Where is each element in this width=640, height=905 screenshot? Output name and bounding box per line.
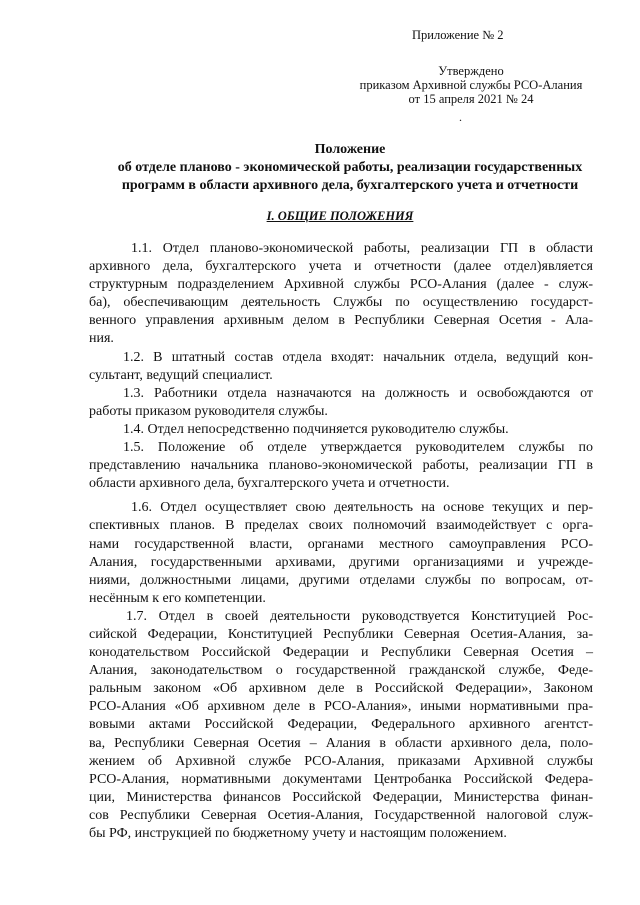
section-heading: I. ОБЩИЕ ПОЛОЖЕНИЯ bbox=[266, 209, 414, 223]
text-line: ции, Министерства финансов Российской Федерации, Министерства финан- bbox=[89, 789, 593, 805]
approval-line: от 15 апреля 2021 № 24 bbox=[408, 92, 534, 106]
title-line: Положение bbox=[314, 142, 386, 157]
text-line: конодательством Российской Федерации и Республики Северная Осетия – bbox=[89, 645, 593, 661]
text-line: ба), обеспечивающим деятельность Службы по осуществлению государст- bbox=[89, 295, 593, 311]
text-line: Алания, законодательством о государственной гражданской службе, Феде- bbox=[89, 663, 593, 679]
text-line: нами государственной власти, органами местного самоуправления РСО- bbox=[89, 536, 593, 552]
text-line: ния. bbox=[89, 331, 114, 347]
appendix-label: Приложение № 2 bbox=[412, 28, 504, 42]
text-line: венного управления архивным делом в Республики Северная Осетия - Ала- bbox=[89, 313, 593, 329]
approval-block bbox=[356, 64, 586, 106]
text-line: 1.6. Отдел осуществляет свою деятельность на основе текущих и пер- bbox=[131, 500, 593, 516]
document-body bbox=[89, 240, 593, 843]
text-line: РСО-Алания, нормативными документами Центробанка Российской Федера- bbox=[89, 771, 593, 787]
text-line: вовыми актами Российской Федерации, Федерального архивного агентст- bbox=[89, 717, 593, 733]
text-line: бы РФ, инструкцией по бюджетному учету и настоящим положением. bbox=[89, 826, 507, 841]
text-line: работы приказом руководителя службы. bbox=[89, 403, 328, 419]
text-line: сов Республики Северная Осетия-Алания, Государственной налоговой служ- bbox=[89, 807, 593, 823]
text-line: ниями, должностными лицами, другими отделами службы по вопросам, от- bbox=[89, 572, 593, 588]
document-title bbox=[60, 141, 640, 195]
text-line: 1.5. Положение об отделе утверждается руководителем службы по bbox=[123, 440, 593, 456]
stray-dot: . bbox=[459, 110, 462, 124]
text-line: 1.1. Отдел планово-экономической работы, реализации ГП в области bbox=[131, 241, 593, 256]
text-line: ва, Республики Северная Осетия – Алания в области архивного дела, поло- bbox=[89, 735, 593, 751]
text-line: архивного дела, бухгалтерского учета и отчетности (далее отдел)является bbox=[89, 259, 593, 275]
text-line: жением об Архивной службе РСО-Алания, приказами Архивной службы bbox=[89, 753, 593, 769]
text-line: Алания, государственными архивами, другими организациями и учрежде- bbox=[89, 554, 593, 570]
text-line: ральным законом «Об архивном деле в Российской Федерации», Законом bbox=[89, 681, 593, 697]
text-line: представлению начальника планово-экономической работы, реализации ГП в bbox=[89, 458, 593, 474]
text-line: сийской Федерации, Конституцией Республики Северная Осетия-Алания, за- bbox=[89, 626, 593, 642]
title-line: программ в области архивного дела, бухгалтерского учета и отчетности bbox=[121, 178, 579, 193]
text-line: области архивного дела, бухгалтерского учета и отчетности. bbox=[89, 476, 450, 492]
text-line: 1.7. Отдел в своей деятельности руководствуется Конституцией Рос- bbox=[126, 608, 593, 624]
approval-line: приказом Архивной службы РСО-Алания bbox=[359, 78, 583, 92]
text-line: несённым к его компетенции. bbox=[89, 590, 266, 606]
text-line: 1.4. Отдел непосредственно подчиняется руководителю службы. bbox=[123, 421, 509, 437]
title-line: об отделе планово - экономической работы, реализации государственных bbox=[117, 160, 583, 175]
text-line: 1.3. Работники отдела назначаются на должность и освобождаются от bbox=[123, 385, 593, 401]
text-line: структурным подразделением Архивной службы РСО-Алания (далее - служ- bbox=[89, 277, 593, 293]
text-line: РСО-Алания «Об архивном деле в РСО-Алания», иными нормативными пра- bbox=[89, 699, 593, 715]
text-line: спективных планов. В пределах своих полномочий взаимодействует с орга- bbox=[89, 518, 593, 534]
approval-line: Утверждено bbox=[438, 64, 504, 78]
text-line: сультант, ведущий специалист. bbox=[89, 367, 273, 383]
text-line: 1.2. В штатный состав отдела входят: начальник отдела, ведущий кон- bbox=[123, 349, 593, 365]
